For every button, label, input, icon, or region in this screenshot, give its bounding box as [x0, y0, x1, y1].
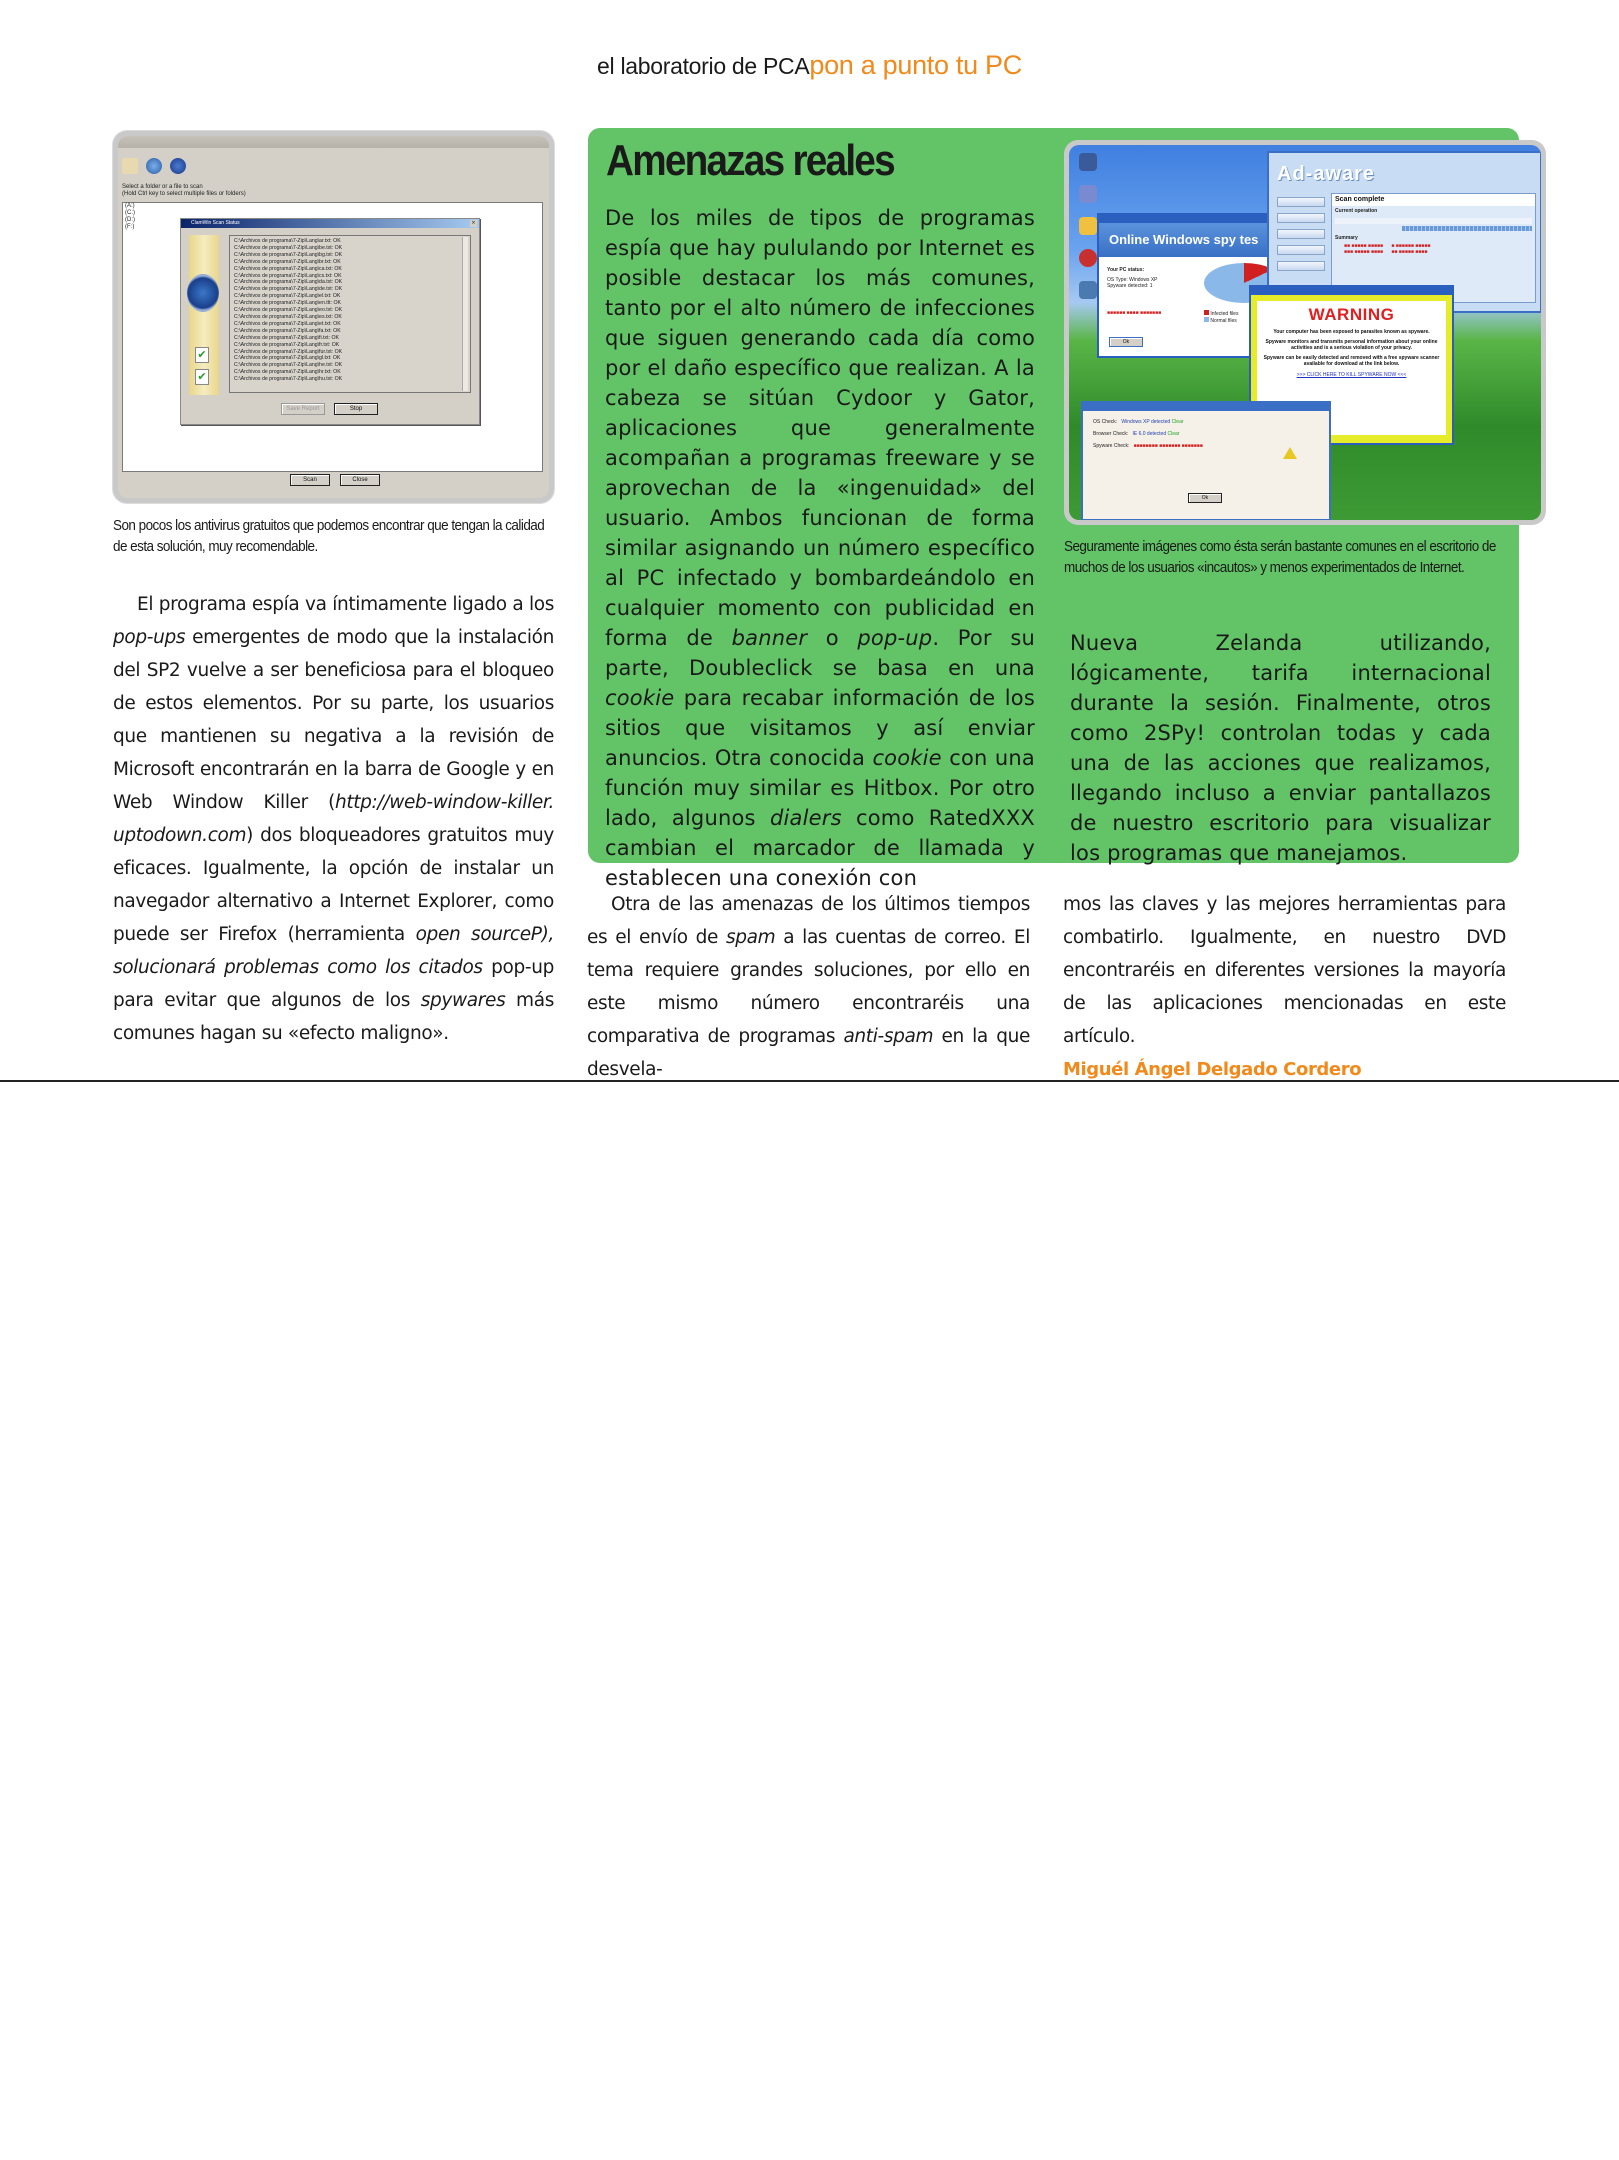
text-run: en la que desvela- — [587, 1026, 1030, 1080]
scanner-window — [118, 136, 549, 498]
log-line: C:\Archivos de programa\7-Zip\Lang\ca.txt: OK — [234, 265, 342, 272]
window-titlebar — [1099, 215, 1290, 223]
log-line: C:\Archivos de programa\7-Zip\Lang\de.txt: OK — [234, 286, 343, 293]
text-run: De los miles de tipos de programas espía que hay pululando por Internet es posible destacar los más comunes, tanto por el alto número de infecciones que siguen generando cada día como por el daño específico que realizan. A la cabeza se sitúan Cydoor y Gator, aplicaciones que generalmente acompañan a programas freeware y se aprovechan de la «ingenuidad» del usuario. Ambos funcionan de forma similar asignando un número específico al PC infectado y bombardeándolo en cualquier momento con publicidad en forma de — [605, 206, 1035, 650]
tree-item[interactable]: (A:) — [125, 203, 135, 209]
text-run: a las cuentas de correo. El tema requiere grandes soluciones, por ello en este mismo número encontraréis una comparativa de programas — [587, 927, 1030, 1047]
check-label: Spyware Check: — [1093, 443, 1130, 449]
sidebar-box — [588, 128, 1519, 890]
spy-warning-text: ■■■■■■ ■■■■ ■■■■■■■ — [1107, 310, 1162, 316]
italic-run: cookie — [605, 686, 675, 710]
text-run: Otra de las amenazas de los últimos tiempos es el envío de — [587, 894, 1030, 948]
nav-button[interactable] — [1277, 261, 1325, 271]
log-line: C:\Archivos de programa\7-Zip\Lang\ar.txt: OK — [234, 238, 341, 244]
scan-button[interactable]: Scan — [290, 474, 330, 486]
italic-run: cookie — [872, 746, 942, 770]
tree-item[interactable]: (C:) — [125, 210, 135, 216]
right-image-caption: Seguramente imágenes como ésta serán bastante comunes en el escritorio de muchos de los usuarios «incautos» y menos experimentados de Internet. — [1064, 538, 1496, 576]
text-run: emergentes de modo que la instalación del SP2 vuelve a ser beneficiosa para el bloqueo de estos elementos. Por su parte, los usuarios que mantienen su negativa a la revisión de Microsoft encontrarán en la barra de Google y en Web Window Killer ( — [113, 627, 554, 813]
log-line: C:\Archivos de programa\7-Zip\Lang\he.txt: OK — [234, 362, 343, 369]
sidebar-text-continued: Nueva Zelanda utilizando, lógicamente, tarifa internacional durante la sesión. Finalmente, otros como 2SPy! controlan todas y cada una de las acciones que realizamos, llegando incluso a enviar pantallazos de nuestro escritorio para visualizar los programas que manejamos. — [1070, 631, 1491, 865]
scan-hint — [122, 184, 246, 198]
text-run: . Por su parte, Doubleclick se basa en una — [605, 626, 1035, 680]
hint-line: (Hold Ctrl key to select multiple files or folders) — [122, 191, 246, 197]
log-line: C:\Archivos de programa\7-Zip\Lang\en.ttt: OK — [234, 300, 341, 307]
closing-text: mos las claves y las mejores herramientas para combatirlo. Igualmente, en nuestro DVD encontraréis en diferentes versiones la mayoría de las aplicaciones mencionadas en este artículo. — [1063, 894, 1506, 1047]
antivirus-screenshot — [113, 131, 554, 503]
adaware-logo: Ad-aware — [1277, 163, 1376, 185]
kill-spyware-link[interactable]: >>> CLICK HERE TO KILL SPYWARE NOW <<< — [1296, 372, 1407, 378]
desktop-icon — [1079, 185, 1097, 203]
log-line: C:\Archivos de programa\7-Zip\Lang\fr.txt: OK — [234, 341, 340, 348]
text-run: pop-up para evitar que algunos de los — [113, 957, 554, 1011]
warning-paragraph: Spyware monitors and transmits personal information about your online activities and is a serious violation of your privacy. — [1265, 339, 1438, 351]
italic-run: dialers — [769, 806, 842, 830]
save-report-button[interactable]: Save Report — [281, 403, 325, 415]
scan-status: Scan complete — [1332, 194, 1535, 206]
log-line: C:\Archivos de programa\7-Zip\Lang\be.txt: OK — [234, 244, 343, 251]
log-line: C:\Archivos de programa\7-Zip\Lang\fur.txt: OK — [234, 348, 343, 355]
scan-status-dialog — [180, 218, 480, 425]
globe-icon — [146, 158, 162, 174]
page-divider — [0, 1080, 1619, 1082]
browser-icon — [1079, 249, 1097, 267]
summary-values: ■■ ■■■■■ ■■■■■ ■ ■■■■■■ ■■■■■ — [1344, 243, 1431, 249]
log-line: C:\Archivos de programa\7-Zip\Lang\hu.txt: OK — [234, 376, 343, 383]
system-check-window — [1081, 401, 1331, 520]
italic-run: banner — [731, 626, 808, 650]
warning-triangle-icon — [1283, 447, 1297, 459]
nav-button[interactable] — [1277, 213, 1325, 223]
column2-paragraph — [587, 888, 1030, 1086]
pie-legend — [1204, 310, 1238, 324]
log-line: C:\Archivos de programa\7-Zip\Lang\el.txt: OK — [234, 293, 341, 300]
window-titlebar — [1251, 287, 1452, 295]
check-icon: ✔ — [195, 369, 209, 385]
author-byline: Miguél Ángel Delgado Cordero — [1063, 1059, 1362, 1080]
progress-bar — [1402, 226, 1532, 231]
log-line: C:\Archivos de programa\7-Zip\Lang\et.txt: OK — [234, 320, 341, 327]
summary-values: ■■■ ■■■■■ ■■■■ ■■ ■■■■■ ■■■■ — [1344, 249, 1428, 255]
hint-line: Select a folder or a file to scan — [122, 184, 203, 190]
nav-button[interactable] — [1277, 229, 1325, 239]
scanner-toolbar — [122, 158, 186, 174]
dialog-title: ClamWin Scan Status — [181, 219, 479, 228]
spy-test-heading: Online Windows spy tes — [1099, 223, 1290, 257]
window-titlebar — [1083, 403, 1329, 411]
check-status: Clear — [1171, 419, 1184, 425]
folder-icon — [1079, 217, 1097, 235]
column3-paragraph — [1063, 888, 1506, 1086]
warning-paragraph: Your computer has been exposed to parasites known as spyware. — [1273, 329, 1430, 335]
log-line: C:\Archivos de programa\7-Zip\Lang\gl.txt: OK — [234, 355, 341, 362]
italic-run: spywares — [420, 990, 506, 1011]
ok-button[interactable]: Ok — [1109, 337, 1143, 347]
nav-button[interactable] — [1277, 245, 1325, 255]
log-line: C:\Archivos de programa\7-Zip\Lang\hr.txt: OK — [234, 369, 341, 376]
check-icon: ✔ — [195, 347, 209, 363]
text-run: para recabar información de los sitios que visitamos y así enviar anuncios. Otra conocida — [605, 686, 1035, 770]
log-line: C:\Archivos de programa\7-Zip\Lang\es.txt: OK — [234, 313, 342, 320]
log-line: C:\Archivos de programa\7-Zip\Lang\br.txt: OK — [234, 258, 341, 265]
text-run: como RatedXXX cambian el marcador de llamada y establecen una conexión con — [605, 806, 1035, 890]
check-label: Browser Check: — [1093, 431, 1129, 437]
tree-item[interactable]: (F:) — [125, 224, 135, 230]
window-titlebar — [118, 136, 549, 148]
spy-status: Your PC status: — [1107, 267, 1145, 273]
spy-status-block — [1107, 267, 1157, 289]
check-label: OS Check: — [1093, 419, 1118, 425]
text-run: ) dos bloqueadores gratuitos muy eficaces. Igualmente, la opción de instalar un navegador alternativo a Internet Explorer, como puede ser Firefox (herramienta — [113, 825, 554, 945]
check-status: Clear — [1167, 431, 1180, 437]
nav-button[interactable] — [1277, 197, 1325, 207]
scan-log[interactable] — [229, 235, 471, 393]
check-list — [1093, 419, 1203, 449]
italic-run: pop-ups — [113, 627, 186, 648]
italic-run: anti-spam — [843, 1026, 934, 1047]
running-header — [0, 50, 1619, 81]
stop-button[interactable]: Stop — [334, 403, 378, 415]
sidebar-title: Amenazas reales — [606, 136, 894, 185]
clamwin-globe-icon — [187, 274, 219, 312]
text-run: con una función muy similar es Hitbox. Por otro lado, algunos — [605, 746, 1035, 830]
desktop-icon — [1079, 281, 1097, 299]
scan-icon — [170, 158, 186, 174]
italic-run: spam — [726, 927, 776, 948]
xp-desktop — [1069, 145, 1541, 520]
log-line: C:\Archivos de programa\7-Zip\Lang\fa.txt: OK — [234, 327, 341, 334]
log-line: C:\Archivos de programa\7-Zip\Lang\da.txt: OK — [234, 279, 343, 286]
ok-button[interactable]: Ok — [1188, 493, 1222, 503]
close-button[interactable]: Close — [340, 474, 380, 486]
log-scrollbar[interactable] — [462, 237, 468, 391]
operation-field — [1335, 218, 1532, 224]
italic-run: pop-up — [857, 626, 933, 650]
folder-icon — [122, 158, 138, 174]
check-value: IE 6.0 detected — [1132, 431, 1167, 437]
text-run: El programa espía va íntimamente ligado a los — [137, 594, 554, 615]
window-menubar — [118, 148, 549, 158]
url-run: http://web-window-killer. uptodown.com — [113, 792, 554, 846]
spy-os: OS Type: Windows XP — [1107, 277, 1158, 283]
warning-paragraph: Spyware can be easily detected and removed with a free spyware scanner available for download at the link below. — [1263, 355, 1440, 367]
desktop-icon — [1079, 153, 1097, 171]
tree-item[interactable]: (D:) — [125, 217, 135, 223]
check-value: Windows XP detected — [1121, 419, 1171, 425]
check-value: ■■■■■■■■ ■■■■■■■ ■■■■■■■ — [1133, 443, 1203, 449]
summary-label: Summary — [1335, 235, 1358, 241]
column1-paragraph — [113, 588, 554, 1050]
close-icon[interactable]: × — [471, 220, 476, 226]
left-image-caption: Son pocos los antivirus gratuitos que podemos encontrar que tengan la calidad de esta solución, muy recomendable. — [113, 517, 545, 555]
legend-item: Infected files — [1204, 310, 1238, 317]
log-line: C:\Archivos de programa\7-Zip\Lang\bg.txt: OK — [234, 251, 343, 258]
section-label: el laboratorio de PCA — [597, 53, 810, 79]
italic-run: open sourceP), solucionará problemas como los citados — [113, 924, 554, 978]
topic-label: pon a punto tu PC — [809, 50, 1022, 80]
current-operation-label: Current operation — [1335, 208, 1378, 214]
warning-heading: WARNING — [1308, 305, 1395, 324]
log-line: C:\Archivos de programa\7-Zip\Lang\cs.txt: OK — [234, 272, 342, 279]
legend-item: Normal files — [1204, 317, 1238, 324]
sidebar-text — [605, 203, 1035, 893]
log-line: C:\Archivos de programa\7-Zip\Lang\fi.txt: OK — [234, 334, 339, 341]
text-run: o — [807, 626, 858, 650]
spyware-desktop-screenshot — [1064, 140, 1546, 525]
spy-detected: Spyware detected: 1 — [1107, 283, 1153, 289]
log-line: C:\Archivos de programa\7-Zip\Lang\eo.txt: OK — [234, 307, 343, 314]
text-run: más comunes hagan su «efecto maligno». — [113, 990, 554, 1044]
